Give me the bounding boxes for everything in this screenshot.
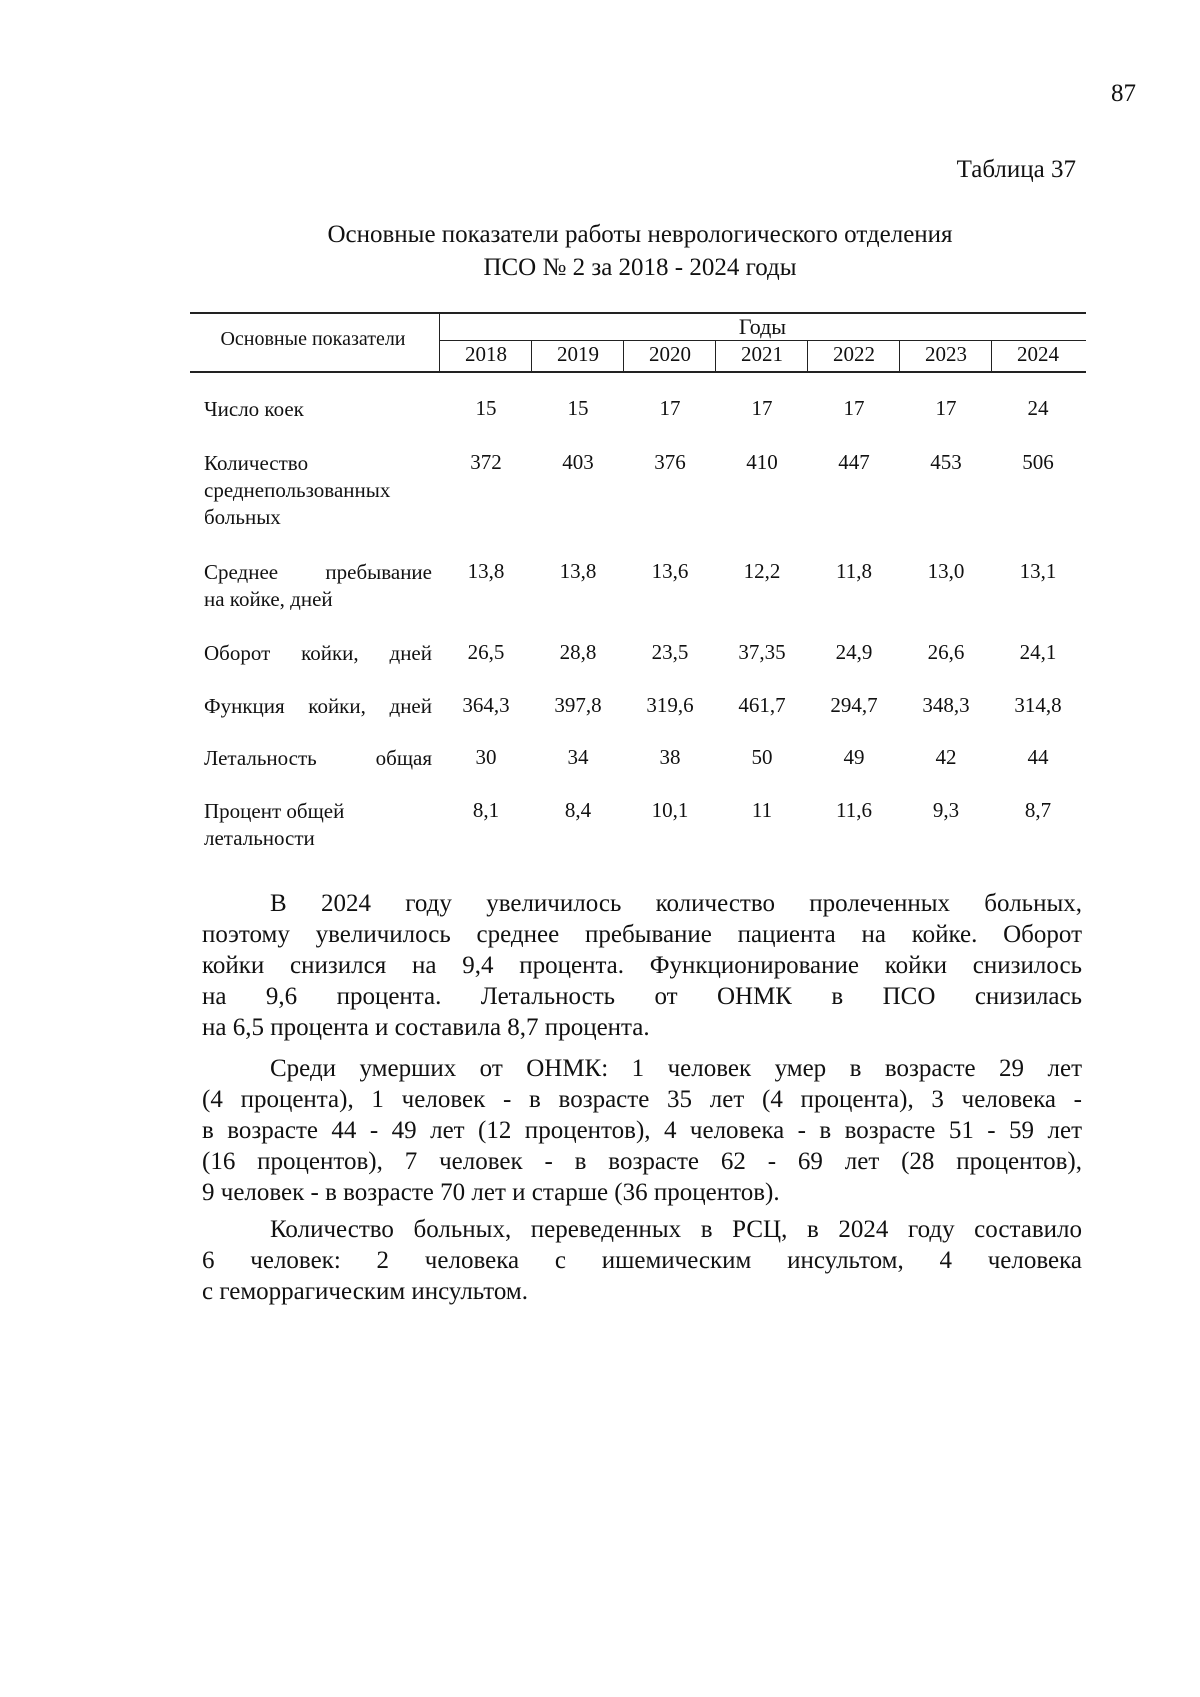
row-label-line: среднепользованных — [204, 478, 391, 502]
table-title — [200, 218, 1080, 284]
table-cell: 461,7 — [738, 693, 786, 717]
table-cell: 364,3 — [462, 693, 510, 717]
year-header: 2021 — [741, 342, 783, 366]
table-cell: 24,9 — [835, 640, 873, 664]
year-header: 2019 — [557, 342, 599, 366]
table-cell: 49 — [843, 745, 865, 769]
table-cell: 506 — [1022, 450, 1054, 474]
row-label — [204, 559, 432, 613]
table-cell: 447 — [838, 450, 870, 474]
table-cell: 376 — [654, 450, 686, 474]
table-cell: 372 — [470, 450, 502, 474]
table-cell: 17 — [659, 396, 681, 420]
table-cell: 8,4 — [564, 798, 592, 822]
paragraph-line: (4 процента), 1 человек - в возрасте 35 лет (4 процента), 3 человека - — [202, 1086, 1082, 1113]
table-cell: 44 — [1027, 745, 1049, 769]
table-cell: 397,8 — [554, 693, 602, 717]
paragraph-line: (16 процентов), 7 человек - в возрасте 62 - 69 лет (28 процентов), — [202, 1148, 1082, 1175]
paragraph-line: Среди умерших от ОНМК: 1 человек умер в возрасте 29 лет — [270, 1055, 1082, 1082]
table-cell: 294,7 — [830, 693, 878, 717]
table-cell: 23,5 — [651, 640, 689, 664]
table-cell: 13,1 — [1019, 559, 1057, 583]
row-label — [204, 396, 432, 423]
table-cell: 38 — [659, 745, 681, 769]
table-cell: 11 — [751, 798, 773, 822]
row-label — [204, 745, 432, 772]
table-cell: 13,6 — [651, 559, 689, 583]
table-cell: 8,1 — [472, 798, 500, 822]
table-cell: 17 — [935, 396, 957, 420]
row-label-line: летальности — [204, 826, 315, 850]
table-cell: 24,1 — [1019, 640, 1057, 664]
year-divider — [623, 340, 624, 372]
table-cell: 17 — [843, 396, 865, 420]
table-cell: 17 — [751, 396, 773, 420]
row-label — [204, 693, 432, 720]
body-paragraph — [202, 1214, 1082, 1307]
paragraph-line: 6 человек: 2 человека с ишемическим инсультом, 4 человека — [202, 1247, 1082, 1274]
table-cell: 26,5 — [467, 640, 505, 664]
body-paragraph — [202, 888, 1082, 1043]
row-label — [204, 640, 432, 667]
row-label-line: на койке, дней — [204, 587, 333, 611]
table-cell: 42 — [935, 745, 957, 769]
paragraph-line: на 6,5 процента и составила 8,7 процента. — [202, 1014, 650, 1041]
year-divider — [899, 340, 900, 372]
years-header: Годы — [738, 314, 787, 339]
paragraph-line: с геморрагическим инсультом. — [202, 1278, 528, 1305]
row-label-line: Летальность общая — [204, 746, 432, 770]
row-label — [204, 798, 432, 852]
year-header: 2020 — [649, 342, 691, 366]
table-cell: 453 — [930, 450, 962, 474]
year-divider — [531, 340, 532, 372]
paragraph-line: в возрасте 44 - 49 лет (12 процентов), 4 человека - в возрасте 51 - 59 лет — [202, 1117, 1082, 1144]
table-cell: 11,8 — [836, 559, 872, 583]
row-label-line: Функция койки, дней — [204, 694, 432, 718]
table-cell: 348,3 — [922, 693, 970, 717]
paragraph-line: поэтому увеличилось среднее пребывание пациента на койке. Оборот — [202, 921, 1082, 948]
row-label-line: больных — [204, 505, 281, 529]
table-cell: 410 — [746, 450, 778, 474]
table-cell: 13,8 — [559, 559, 597, 583]
table-label: Таблица 37 — [956, 156, 1076, 183]
table-cell: 24 — [1027, 396, 1049, 420]
paragraph-line: 9 человек - в возрасте 70 лет и старше (36 процентов). — [202, 1179, 780, 1206]
table-cell: 403 — [562, 450, 594, 474]
row-label — [204, 450, 432, 531]
year-header: 2024 — [1017, 342, 1059, 366]
years-rule — [439, 340, 1086, 341]
body-paragraph — [202, 1053, 1082, 1208]
year-header: 2022 — [833, 342, 875, 366]
paragraph-line: Количество больных, переведенных в РСЦ, в 2024 году составило — [270, 1216, 1082, 1243]
table-cell: 13,8 — [467, 559, 505, 583]
table-title-line: Основные показатели работы неврологического отделения — [327, 221, 953, 248]
year-divider — [807, 340, 808, 372]
table-cell: 50 — [751, 745, 773, 769]
row-label-line: Среднее пребывание — [204, 560, 432, 584]
year-divider — [991, 340, 992, 372]
paragraph-line: на 9,6 процента. Летальность от ОНМК в ПСО снизилась — [202, 983, 1082, 1010]
year-header: 2018 — [465, 342, 507, 366]
row-label-line: Оборот койки, дней — [204, 641, 432, 665]
page-number: 87 — [1111, 80, 1136, 107]
table-cell: 314,8 — [1014, 693, 1062, 717]
table-cell: 15 — [475, 396, 497, 420]
table-cell: 34 — [567, 745, 589, 769]
table-cell: 26,6 — [927, 640, 965, 664]
year-header: 2023 — [925, 342, 967, 366]
table-cell: 15 — [567, 396, 589, 420]
year-divider — [715, 340, 716, 372]
row-header: Основные показатели — [220, 328, 406, 350]
row-label-line: Процент общей — [204, 799, 345, 823]
table-cell: 319,6 — [646, 693, 694, 717]
table-cell: 10,1 — [651, 798, 689, 822]
table-cell: 30 — [475, 745, 497, 769]
row-label-line: Количество — [204, 451, 309, 475]
table-cell: 11,6 — [836, 798, 872, 822]
table-cell: 8,7 — [1024, 798, 1052, 822]
paragraph-line: койки снизился на 9,4 процента. Функционирование койки снизилось — [202, 952, 1082, 979]
paragraph-line: В 2024 году увеличилось количество пролеченных больных, — [270, 890, 1082, 917]
table-cell: 13,0 — [927, 559, 965, 583]
table-cell: 9,3 — [932, 798, 960, 822]
header-bottom-rule — [190, 371, 1086, 373]
table-title-line: ПСО № 2 за 2018 - 2024 годы — [483, 254, 797, 281]
table-cell: 28,8 — [559, 640, 597, 664]
table-cell: 37,35 — [738, 640, 786, 664]
table-cell: 12,2 — [743, 559, 781, 583]
row-label-line: Число коек — [204, 397, 304, 421]
